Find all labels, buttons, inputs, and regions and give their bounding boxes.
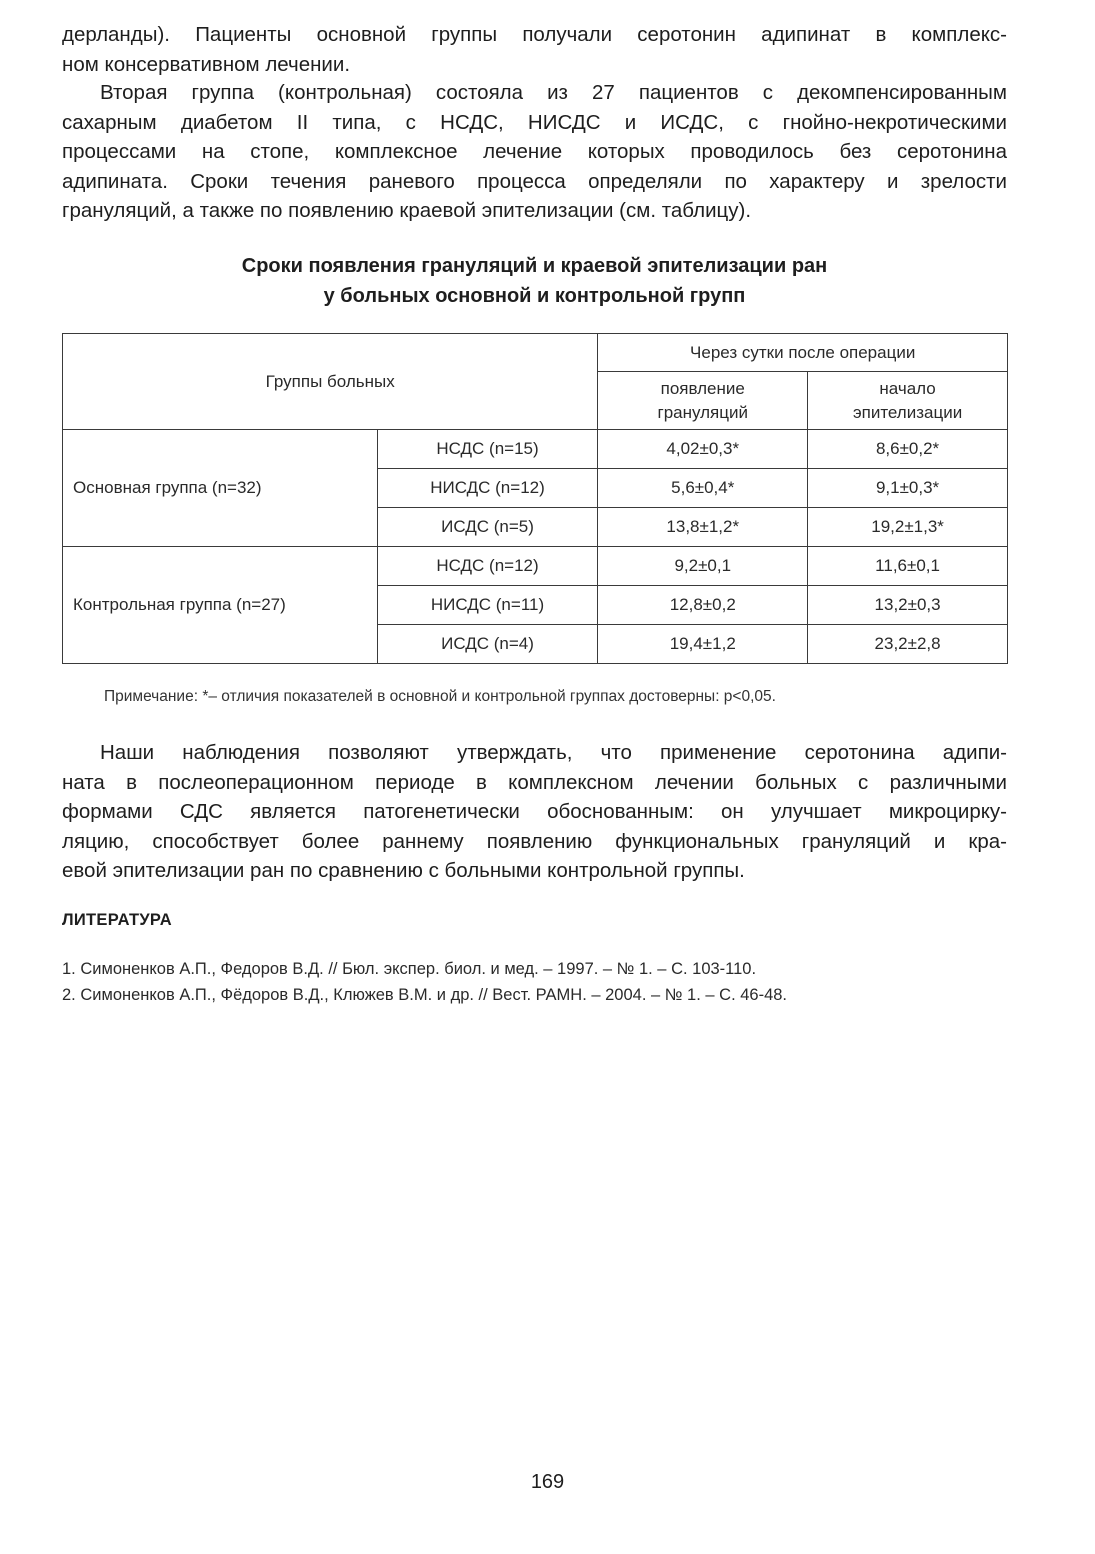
cell-type: ИСДС (n=4) [377,625,598,664]
table-row [63,430,1008,469]
cell-epithelization: 11,6±0,1 [808,547,1008,586]
literature-heading: ЛИТЕРАТУРА [62,911,172,929]
text-line: ном консервативном лечении. [62,52,351,76]
text-line: грануляций, а также по появлению краевой эпителизации (см. таблицу). [62,199,752,222]
text-line: дерланды). Пациенты основной группы получали серотонин адипинат в комплекс- [62,23,1007,46]
header-granulation: появление грануляций [598,372,808,430]
table-title [62,251,1007,311]
cell-epithelization: 8,6±0,2* [808,430,1008,469]
paragraph-control-group [62,78,1007,226]
paragraph-conclusion [62,738,1007,886]
text-line: ната в послеоперационном периоде в комплексном лечении больных с различными [62,770,1007,794]
cell-granulation: 5,6±0,4* [598,469,808,508]
cell-epithelization: 9,1±0,3* [808,469,1008,508]
text-line: процессами на стопе, комплексное лечение которых проводилось без серотонина [62,140,1007,163]
table-row [63,547,1008,586]
group-name: Контрольная группа (n=27) [63,547,378,664]
cell-type: НСДС (n=15) [377,430,598,469]
cell-type: ИСДС (n=5) [377,508,598,547]
cell-type: НСДС (n=12) [377,547,598,586]
text-line: Наши наблюдения позволяют утверждать, что применение серотонина адипи- [100,741,1007,764]
cell-epithelization: 23,2±2,8 [808,625,1008,664]
reference-item: 2. Симоненков А.П., Фёдоров В.Д., Клюжев В.М. и др. // Вест. РАМН. – 2004. – № 1. – С. 46-48. [62,986,788,1004]
table-title-line: у больных основной и контрольной групп [323,285,746,307]
cell-type: НИСДС (n=11) [377,586,598,625]
text-line: адипината. Сроки течения раневого процесса определяли по характеру и зрелости [62,169,1007,193]
cell-epithelization: 13,2±0,3 [808,586,1008,625]
text-line: Вторая группа (контрольная) состояла из 27 пациентов с декомпенсированным [100,81,1007,104]
text-line: ляцию, способствует более раннему появлению функциональных грануляций и кра- [62,829,1007,853]
cell-epithelization: 19,2±1,3* [808,508,1008,547]
table-title-line: Сроки появления грануляций и краевой эпителизации ран [241,255,828,277]
header-groups: Группы больных [63,334,598,430]
results-table [62,333,1008,664]
header-period: Через сутки после операции [598,334,1008,372]
reference-item: 1. Симоненков А.П., Федоров В.Д. // Бюл. экспер. биол. и мед. – 1997. – № 1. – С. 103-110. [62,960,757,978]
table-header-row [63,334,1008,372]
header-epithelization: начало эпителизации [808,372,1008,430]
text-line: евой эпителизации ран по сравнению с больными контрольной группы. [62,859,745,882]
page-number: 169 [530,1471,565,1493]
cell-granulation: 12,8±0,2 [598,586,808,625]
cell-granulation: 19,4±1,2 [598,625,808,664]
text-line: формами СДС является патогенетически обоснованным: он улучшает микроцирку- [62,800,1007,823]
table-note: Примечание: *– отличия показателей в основной и контрольной группах достоверны: p<0,05. [104,688,776,705]
cell-granulation: 4,02±0,3* [598,430,808,469]
group-name: Основная группа (n=32) [63,430,378,547]
cell-type: НИСДС (n=12) [377,469,598,508]
reference-list [62,956,787,1008]
paragraph-intro [62,20,1007,79]
text-line: сахарным диабетом II типа, с НСДС, НИСДС и ИСДС, с гнойно-некротическими [62,110,1007,134]
cell-granulation: 13,8±1,2* [598,508,808,547]
cell-granulation: 9,2±0,1 [598,547,808,586]
